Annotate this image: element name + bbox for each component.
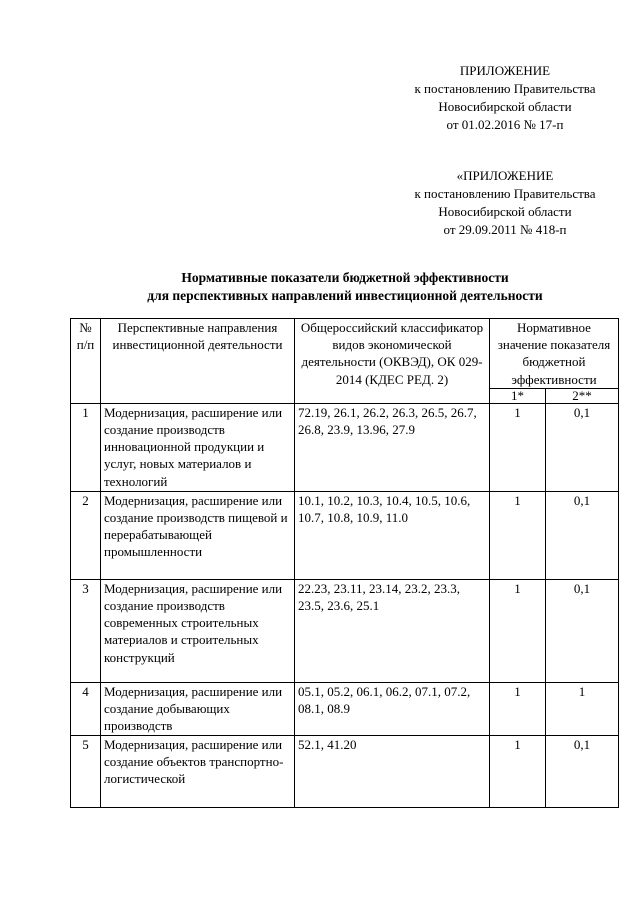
row-number: 1 xyxy=(71,403,101,491)
table-row xyxy=(71,682,619,735)
table-row xyxy=(71,403,619,491)
row-okved-codes: 05.1, 05.2, 06.1, 06.2, 07.1, 07.2, 08.1, 08.9 xyxy=(295,682,490,735)
row-number: 4 xyxy=(71,682,101,735)
indicators-table xyxy=(70,318,619,808)
appendix-line: к постановлению Правительства xyxy=(414,186,596,201)
row-value-1: 1 xyxy=(490,491,546,579)
appendix-date-number: от 29.09.2011 № 418-п xyxy=(443,222,567,237)
table-row xyxy=(71,735,619,807)
table-row xyxy=(71,491,619,579)
row-number: 2 xyxy=(71,491,101,579)
row-okved-codes: 52.1, 41.20 xyxy=(295,735,490,807)
row-direction: Модернизация, расширение или создание производств пищевой и перерабатывающей промышленности xyxy=(101,491,295,579)
row-value-1: 1 xyxy=(490,403,546,491)
appendix-date-number: от 01.02.2016 № 17-п xyxy=(446,117,564,132)
table-row xyxy=(71,579,619,682)
row-direction: Модернизация, расширение или создание производств современных строительных материалов и строительных конструкций xyxy=(101,579,295,682)
row-direction: Модернизация, расширение или создание объектов транспортно-логистической xyxy=(101,735,295,807)
row-direction: Модернизация, расширение или создание добывающих производств xyxy=(101,682,295,735)
row-okved-codes: 10.1, 10.2, 10.3, 10.4, 10.5, 10.6, 10.7, 10.8, 10.9, 11.0 xyxy=(295,491,490,579)
row-value-2: 0,1 xyxy=(546,579,619,682)
header-number: № п/п xyxy=(71,319,101,404)
row-value-1: 1 xyxy=(490,735,546,807)
row-value-2: 0,1 xyxy=(546,735,619,807)
row-value-1: 1 xyxy=(490,682,546,735)
appendix-line: к постановлению Правительства xyxy=(414,81,596,96)
document-title xyxy=(60,269,630,305)
row-direction: Модернизация, расширение или создание производств инновационной продукции и услуг, новых материалов и технологий xyxy=(101,403,295,491)
header-okved: Общероссийский классификатор видов экономической деятельности (ОКВЭД), ОК 029-2014 (КДЕС РЕД. 2) xyxy=(295,319,490,404)
appendix-title: ПРИЛОЖЕНИЕ xyxy=(459,63,551,78)
row-value-2: 1 xyxy=(546,682,619,735)
appendix-title: «ПРИЛОЖЕНИЕ xyxy=(456,168,554,183)
title-line: Нормативные показатели бюджетной эффективности xyxy=(181,270,509,285)
row-value-1: 1 xyxy=(490,579,546,682)
row-value-2: 0,1 xyxy=(546,491,619,579)
header-sub-2: 2** xyxy=(546,388,619,403)
appendix-header-original xyxy=(370,167,640,239)
appendix-line: Новосибирской области xyxy=(438,204,572,219)
header-normative-value: Нормативное значение показателя бюджетной эффективности xyxy=(490,319,619,389)
title-line: для перспективных направлений инвестиционной деятельности xyxy=(147,288,543,303)
row-value-2: 0,1 xyxy=(546,403,619,491)
header-sub-1: 1* xyxy=(490,388,546,403)
appendix-line: Новосибирской области xyxy=(438,99,572,114)
row-number: 5 xyxy=(71,735,101,807)
row-number: 3 xyxy=(71,579,101,682)
header-direction: Перспективные направления инвестиционной деятельности xyxy=(101,319,295,404)
table-header-row xyxy=(71,319,619,389)
row-okved-codes: 72.19, 26.1, 26.2, 26.3, 26.5, 26.7, 26.8, 23.9, 13.96, 27.9 xyxy=(295,403,490,491)
row-okved-codes: 22.23, 23.11, 23.14, 23.2, 23.3, 23.5, 23.6, 25.1 xyxy=(295,579,490,682)
appendix-header-current xyxy=(370,62,640,134)
